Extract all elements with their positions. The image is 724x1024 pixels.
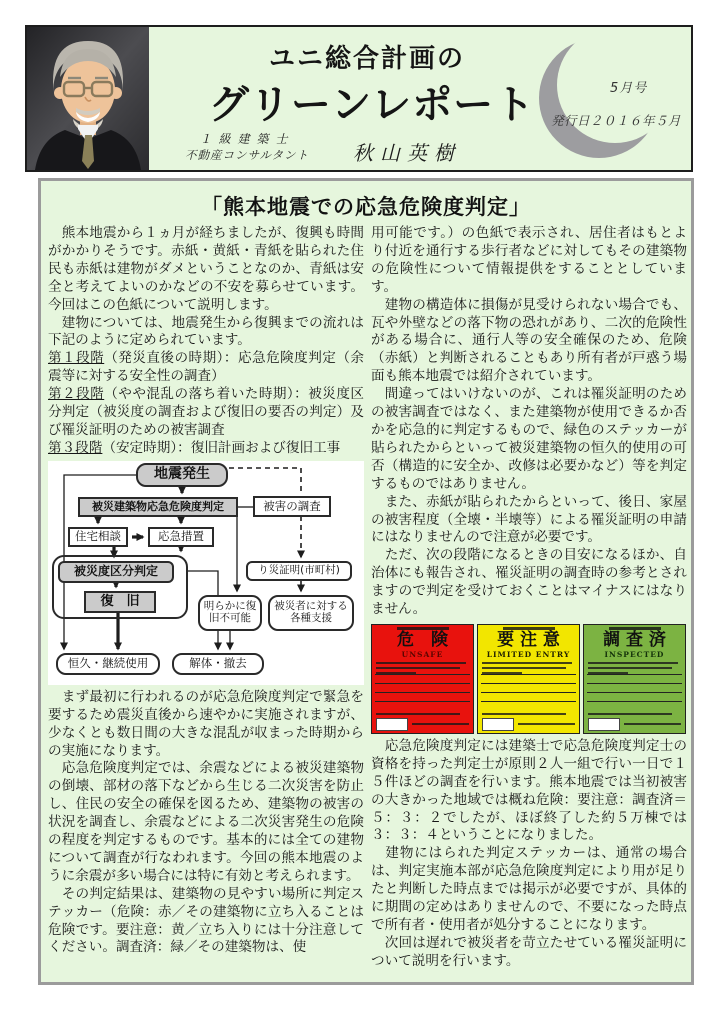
flowchart-box-victim-support: 被災者に対する各種支援 [268, 595, 354, 631]
flowchart-box-restoration: 復 旧 [84, 591, 156, 613]
stage-label: 第２段階 [48, 386, 105, 403]
stage-label: 第１段階 [48, 350, 105, 367]
paragraph: 建物の構造体に損傷が見受けられない場合でも、瓦や外壁などの落下物の恐れがあり、二次的危険性がある場合に、通行人等の安全確保のため、危険（赤紙）と判断されることもあり所有者が戸惑う場面も熊本地震では紹介されています。 [371, 296, 687, 385]
date-box [588, 718, 620, 731]
recovery-flowchart [48, 461, 364, 685]
form-field-line [587, 701, 682, 710]
sticker-footer [372, 715, 473, 731]
flowchart-box-permanent-use: 恒久・継続使用 [56, 653, 160, 675]
stage-label: 第３段階 [48, 439, 103, 456]
stage-text: （やや混乱の落ち着いた時期）：被災度区分判定（被災度の調査および復旧の要否の判定）及び罹災証明のための被害調査 [48, 386, 364, 438]
paragraph: ただ、次の段階になるときの目安になるほか、自治体にも報告され、罹災証明の調査時の参考とされますので判定を受けておくことはマイナスにはなりません。 [371, 547, 687, 618]
article-title: 「熊本地震での応急危険度判定」 [201, 195, 531, 219]
newsletter-header [25, 25, 693, 172]
author-portrait-illustration [27, 27, 149, 170]
flowchart-box-emergency-measures: 応急措置 [148, 527, 214, 547]
flowchart-box-damage-survey: 被害の調査 [253, 496, 331, 517]
paragraph: その判定結果は、建築物の見やすい場所に判定ステッカー（危険：赤／その建築物に立ち入ることは危険です。要注意：黄／立ち入りには十分注意してください。調査済：緑／その建築物は、使 [48, 885, 364, 956]
fine-print-line [376, 667, 460, 669]
fine-print-line [482, 667, 566, 669]
form-field-line [375, 701, 470, 710]
flowchart-box-demolition: 解体・撤去 [172, 653, 264, 675]
form-field-line [481, 692, 576, 701]
form-field-line [481, 674, 576, 683]
fine-print-line [482, 662, 572, 664]
flowchart-box-disaster-certificate: り災証明(市町村) [246, 561, 352, 581]
flowchart-box-emergency-assessment: 被災建築物応急危険度判定 [78, 497, 238, 517]
flowchart-box-damage-classification: 被災度区分判定 [58, 561, 174, 583]
article-panel [38, 178, 694, 985]
paragraph: 応急危険度判定では、余震などによる被災建築物の倒壊、部材の落下などから生じる二次災害を防止し、住民の安全の確保を図るため、建築物の被害の状況を調査し、余震などによる二次災害発生の危険の程度を判定するものです。基本的には全ての建物について調査が行なわれます。今回の熊本地震のように余震が多い場合には特に有効と考えられます。 [48, 760, 364, 884]
form-field-line [587, 683, 682, 692]
author-credentials [185, 130, 309, 163]
stage-line-3 [48, 440, 364, 458]
company-name: ユニ総合計画の [268, 44, 465, 74]
form-field-line [481, 701, 576, 710]
paragraph: 間違ってはいけないのが、これは罹災証明のための被害調査ではなく、また建築物が使用できるか否かを応急的に判定するもので、緑色のステッカーが貼られたからといって被災建築物の恒久的使用の可否（構造的に安全か、改修は必要かなど）等を判定するものではありません。 [371, 386, 687, 492]
sticker-unsafe [371, 624, 474, 734]
form-field-line [587, 674, 682, 683]
sticker-footer [584, 715, 685, 731]
fine-print-line [588, 662, 678, 664]
form-field-line [375, 674, 470, 683]
stage-line-2 [48, 386, 364, 440]
fine-print-line [588, 667, 672, 669]
form-field-line [375, 692, 470, 701]
crescent-moon-graphic [519, 30, 687, 170]
date-box [482, 718, 514, 731]
author-photo [27, 27, 149, 170]
fine-print-line [412, 723, 469, 725]
paragraph: 建物については、地震発生から復興までの流れは下記のように定められています。 [48, 314, 364, 349]
form-field-line [375, 683, 470, 692]
sticker-title: 調 査 済 [603, 629, 666, 650]
sticker-footer [478, 715, 579, 731]
newsletter-title: グリーンレポート [208, 82, 536, 128]
paragraph: 応急危険度判定には建築士で応急危険度判定士の資格を持った判定士が原則２人一組で行い一日で１５件ほどの調査を行います。熊本地震では当初被害の大きかった地域では概ね危険：要注意：調査済＝５：３：２でしたが、ほぼ終了した約５万棟では３：３：４ということになりました。 [371, 737, 687, 844]
sticker-title: 要 注 意 [497, 629, 560, 650]
fine-print-line [624, 723, 681, 725]
left-column [48, 225, 364, 977]
stage-line-1 [48, 350, 364, 386]
credential-line1: １級建築士 [199, 132, 295, 146]
flowchart-box-housing-consult: 住宅相談 [68, 527, 128, 547]
form-field-line [587, 692, 682, 701]
paragraph: また、赤紙が貼られたからといって、後日、家屋の被害程度（全壊・半壊等）による罹災証明の申請にはなりませんので注意が必要です。 [371, 493, 687, 546]
date-box [376, 718, 408, 731]
sticker-subtitle: INSPECTED [604, 649, 665, 659]
paragraph: 建物にはられた判定ステッカーは、通常の場合は、判定実施本部が応急危険度判定により用が足りたと判断した時点までは掲示が必要ですが、具体的に期間の定めはありませんので、不要になった時点で所有者・使用者が処分することになります。 [371, 845, 687, 933]
sticker-subtitle: LIMITED ENTRY [486, 649, 571, 659]
sticker-limited-entry [477, 624, 580, 734]
judgement-sticker-samples [371, 624, 687, 734]
author-name: 秋山英樹 [353, 141, 461, 165]
sticker-title: 危 険 [397, 629, 448, 650]
issue-date: 発行日２０１６年５月 [551, 113, 682, 128]
flowchart-box-clearly-unrestorable: 明らかに復旧不可能 [198, 595, 262, 631]
sticker-inspected [583, 624, 686, 734]
paragraph: 熊本地震から１ヵ月が経ちましたが、復興も時間がかかりそうです。赤紙・黄紙・青紙を貼られた住民も赤紙は建物がダメということなのか、青紙は安全と考えてよいのかなどの不安を募らせています。今回はこの色紙について説明します。 [48, 225, 364, 313]
paragraph: 次回は遅れで被災者を苛立たせている罹災証明について説明を行います。 [371, 934, 687, 969]
stage-text: （安定時期）：復旧計画および復旧工事 [102, 439, 341, 456]
form-field-line [481, 683, 576, 692]
stage-text: （発災直後の時期）：応急危険度判定（余震等に対する安全性の調査） [48, 350, 364, 385]
fine-print-line [518, 723, 575, 725]
paragraph: まず最初に行われるのが応急危険度判定で緊急を要するため震災直後から速やかに実施されますが、少なくとも数日間の大きな混乱が収まった時期からの実施になります。 [48, 688, 364, 759]
issue-number: 5月号 [610, 81, 648, 96]
sticker-subtitle: UNSAFE [401, 649, 444, 659]
right-column [371, 225, 687, 977]
credential-line2: 不動産コンサルタント [185, 148, 309, 162]
flowchart-box-earthquake: 地震発生 [136, 463, 228, 487]
paragraph: 用可能です。）の色紙で表示され、居住者はもとより付近を通行する歩行者などに対してもその建築物の危険性について情報提供をすることとしています。 [371, 225, 687, 295]
fine-print-line [376, 662, 466, 664]
